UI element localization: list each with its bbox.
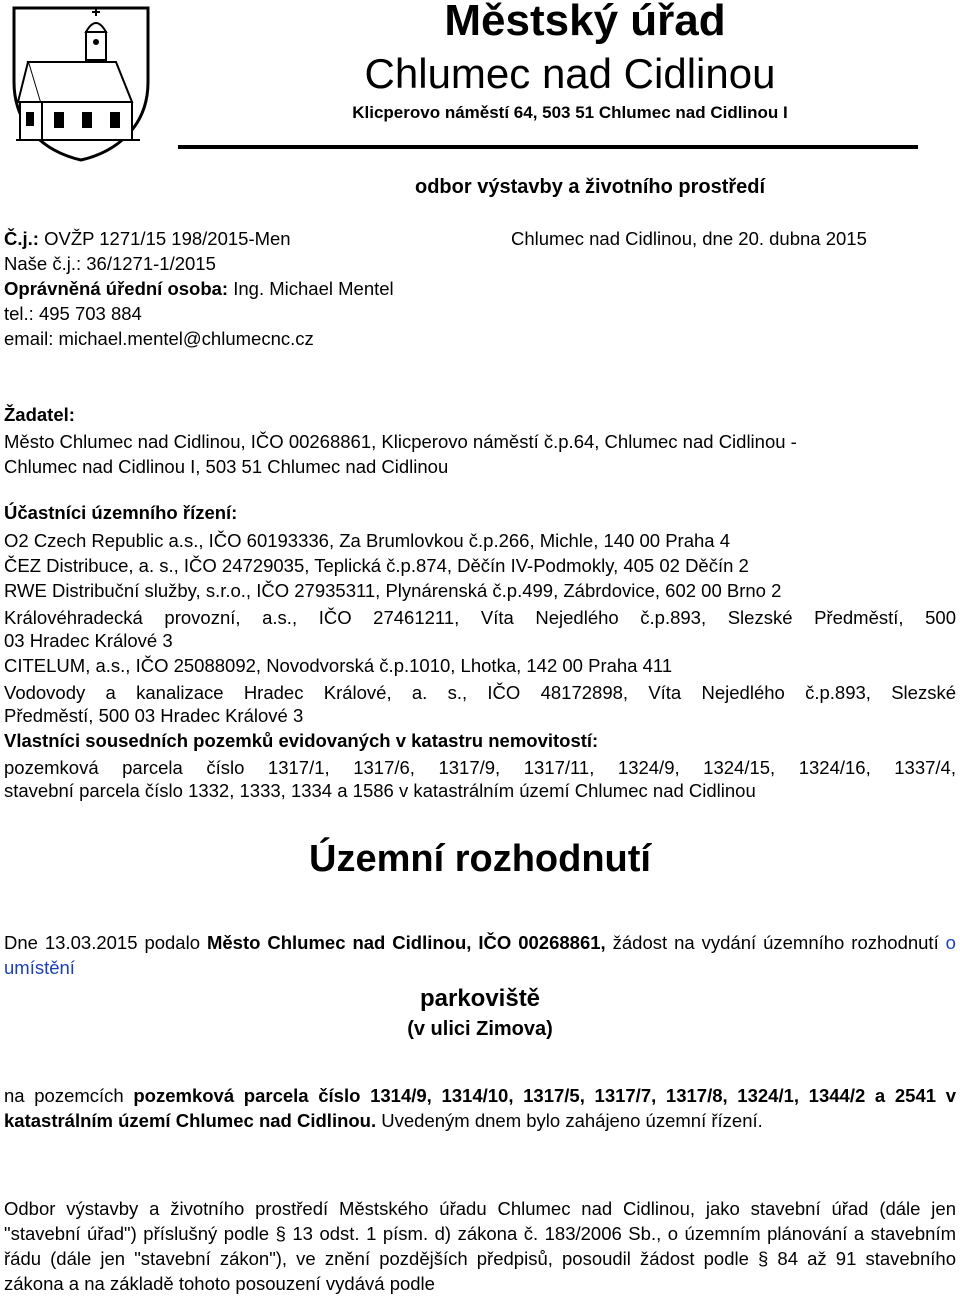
applicant-line-2: Chlumec nad Cidlinou I, 503 51 Chlumec nad Cidlinou <box>4 456 449 477</box>
owners-label: Vlastníci sousedních pozemků evidovaných v katastru nemovitostí: <box>4 730 599 751</box>
office-title: Městský úřad <box>444 0 726 45</box>
project-title: parkoviště <box>419 985 541 1012</box>
owners-line-1: pozemková parcela číslo 1317/1, 1317/6, 1317/9, 1317/11, 1324/9, 1324/15, 1324/16, 1337/4, <box>4 757 956 778</box>
telephone: tel.: 495 703 884 <box>4 303 142 324</box>
decision-heading: Územní rozhodnutí <box>309 838 651 880</box>
authority-paragraph: Odbor výstavby a životního prostředí Městského úřadu Chlumec nad Cidlinou, jako stavební úřad (dále jen "stavební úřad") příslušný podle § 13 odst. 1 písm. d) zákona č. 183/2006 Sb., o územním plánování a stavebním řádu (dále jen "stavební zákon"), ve znění pozdějších předpisů, posoudil žádost podle § 84 až 91 stavebního zákona a na základě tohoto posouzení vydává podle <box>4 1198 956 1294</box>
participant-line: CITELUM, a.s., IČO 25088092, Novodvorská č.p.1010, Lhotka, 142 00 Praha 411 <box>4 655 673 676</box>
cj-value: OVŽP 1271/15 198/2015-Men <box>38 228 291 249</box>
our-reference: Naše č.j.: 36/1271-1/2015 <box>4 253 216 274</box>
header-divider <box>178 145 918 149</box>
p1-text: Dne 13.03.2015 podalo <box>4 932 207 953</box>
participant-line: O2 Czech Republic a.s., IČO 60193336, Za Brumlovkou č.p.266, Michle, 140 00 Praha 4 <box>4 530 731 551</box>
participant-line: 03 Hradec Králové 3 <box>4 630 173 651</box>
owners-line-2: stavební parcela číslo 1332, 1333, 1334 a 1586 v katastrálním území Chlumec nad Cidlinou <box>4 780 756 801</box>
participants-label: Účastníci územního řízení: <box>4 502 238 523</box>
document-date: Chlumec nad Cidlinou, dne 20. dubna 2015 <box>511 228 867 249</box>
reference-number <box>4 228 291 250</box>
official-value: Ing. Michael Mentel <box>228 278 394 299</box>
participant-line: Vodovody a kanalizace Hradec Králové, a. s., IČO 48172898, Víta Nejedlého č.p.893, Slezské <box>4 682 956 703</box>
application-paragraph <box>4 930 956 980</box>
official-label: Oprávněná úřední osoba: <box>4 278 229 299</box>
cj-label: Č.j.: <box>4 228 39 249</box>
office-address: Klicperovo náměstí 64, 503 51 Chlumec nad Cidlinou I <box>352 103 788 122</box>
parcels-paragraph <box>4 1083 956 1133</box>
applicant-line-1: Město Chlumec nad Cidlinou, IČO 00268861, Klicperovo náměstí č.p.64, Chlumec nad Cidlinou - <box>4 431 797 452</box>
p1-text: žádost na vydání územního rozhodnutí <box>605 932 946 953</box>
municipal-crest-icon <box>6 2 156 162</box>
participant-line: ČEZ Distribuce, a. s., IČO 24729035, Teplická č.p.874, Děčín IV-Podmokly, 405 02 Děčín 2 <box>4 555 749 576</box>
office-city: Chlumec nad Cidlinou <box>364 50 776 97</box>
participant-line: Královéhradecká provozní, a.s., IČO 27461211, Víta Nejedlého č.p.893, Slezské Předměstí, 500 <box>4 607 956 628</box>
participant-line: RWE Distribuční služby, s.r.o., IČO 27935311, Plynárenská č.p.499, Zábrdovice, 602 00 Brno 2 <box>4 580 782 601</box>
department-name: odbor výstavby a životního prostředí <box>415 176 766 198</box>
participant-line: Předměstí, 500 03 Hradec Králové 3 <box>4 705 304 726</box>
official-person <box>4 278 394 300</box>
p2-text: Uvedeným dnem bylo zahájeno územní řízení. <box>376 1110 763 1131</box>
parcels-bold: pozemková parcela číslo 1314/9, 1314/10, 1317/5, 1317/7, 1317/8, 1324/1, 1344/2 a 2541 v katastrálním území Chlumec nad Cidlinou. <box>4 1085 956 1131</box>
applicant-name-bold: Město Chlumec nad Cidlinou, IČO 00268861, <box>206 932 606 953</box>
email: email: michael.mentel@chlumecnc.cz <box>4 328 314 349</box>
applicant-label: Žadatel: <box>4 404 75 425</box>
p2-text: na pozemcích <box>4 1085 134 1106</box>
placement-link[interactable]: o umístění <box>4 932 956 978</box>
project-street: (v ulici Zimova) <box>407 1018 553 1040</box>
